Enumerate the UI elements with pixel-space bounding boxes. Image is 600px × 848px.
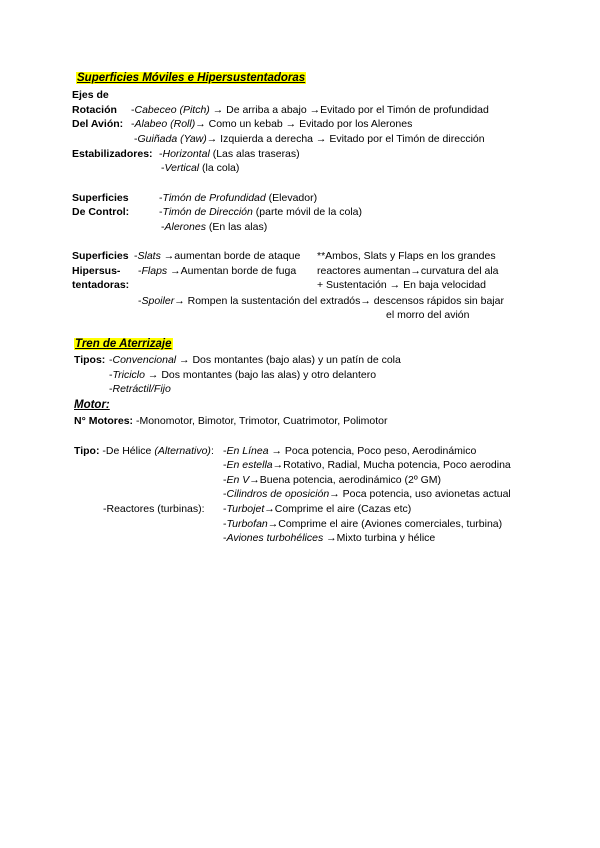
term: Cilindros de oposición xyxy=(226,488,330,500)
reactores-row-turbohelices: -Aviones turbohélices →Mixto turbina y hélice xyxy=(223,532,436,544)
hiper-row-slats: -Slats →aumentan borde de ataque xyxy=(134,250,301,262)
hiper-label-3: tentadoras: xyxy=(72,279,130,291)
term: Turbojet xyxy=(226,503,265,515)
desc: →Rotativo, Radial, Mucha potencia, Poco aerodina xyxy=(272,459,511,471)
desc: → Como un kebab → Evitado por los Alerones xyxy=(195,118,413,130)
helice-row-v: -En V→Buena potencia, aerodinámico (2º GM) xyxy=(223,474,442,486)
helice-row-linea: -En Línea → Poca potencia, Poco peso, Aerodinámico xyxy=(223,445,477,457)
desc: → Poca potencia, uso avionetas actual xyxy=(329,488,511,500)
desc: →Mixto turbina y hélice xyxy=(323,532,436,544)
helice-term: (Alternativo) xyxy=(154,445,211,457)
desc: → De arriba a abajo →Evitado por el Timón de profundidad xyxy=(209,104,489,116)
term: En V xyxy=(226,474,250,486)
desc: → Izquierda a derecha → Evitado por el Timón de dirección xyxy=(206,133,485,145)
helice-row-cilindros: -Cilindros de oposición→ Poca potencia, uso avionetas actual xyxy=(223,488,511,500)
motor-tipo-row: Tipo: -De Hélice (Alternativo): xyxy=(74,445,214,457)
term: Aviones turbohélices xyxy=(226,532,324,544)
desc: (Las alas traseras) xyxy=(209,148,300,160)
control-row-profundidad: -Timón de Profundidad (Elevador) xyxy=(159,192,318,204)
control-label-2: De Control: xyxy=(72,206,130,218)
desc: → Dos montantes (bajo alas) y un patín de cola xyxy=(176,354,401,366)
term: Flaps xyxy=(141,265,168,277)
term: Slats xyxy=(137,250,161,262)
desc: →Comprime el aire (Aviones comerciales, turbina) xyxy=(267,518,503,530)
ejes-row-pitch: -Cabeceo (Pitch) → De arriba a abajo →Evitado por el Timón de profundidad xyxy=(131,104,489,116)
term: Guiñada (Yaw) xyxy=(137,133,207,145)
control-label-1: Superficies xyxy=(72,192,129,204)
term: Retráctil/Fijo xyxy=(112,383,171,395)
desc: (la cola) xyxy=(199,162,240,174)
motor-tipo-label: Tipo: xyxy=(74,445,100,457)
ejes-row-roll: -Alabeo (Roll)→ Como un kebab → Evitado por los Alerones xyxy=(131,118,413,130)
hiper-note-line-3: + Sustentación → En baja velocidad xyxy=(317,279,486,291)
term: Alerones xyxy=(164,221,206,233)
term: Cabeceo (Pitch) xyxy=(134,104,210,116)
estabilizador-vertical: -Vertical (la cola) xyxy=(161,162,240,174)
desc: →aumentan borde de ataque xyxy=(160,250,301,262)
hiper-row-flaps: -Flaps →Aumentan borde de fuga xyxy=(138,265,297,277)
ejes-label-3: Del Avión: xyxy=(72,118,124,130)
helice-row-estella: -En estella→Rotativo, Radial, Mucha potencia, Poco aerodina xyxy=(223,459,511,471)
section-heading-superficies xyxy=(76,72,306,85)
tren-row-triciclo: -Triciclo → Dos montantes (bajo las alas) y otro delantero xyxy=(109,369,377,381)
hiper-label-1: Superficies xyxy=(72,250,129,262)
desc: → Rompen la sustentación del extradós→ descensos rápidos sin bajar xyxy=(174,295,504,307)
estabilizador-horizontal: -Horizontal (Las alas traseras) xyxy=(159,148,300,160)
desc: →Buena potencia, aerodinámico (2º GM) xyxy=(249,474,442,486)
heading-text: Tren de Aterrizaje xyxy=(75,338,172,350)
term: Spoiler xyxy=(141,295,175,307)
reactores-row-turbofan: -Turbofan→Comprime el aire (Aviones comerciales, turbina) xyxy=(223,518,503,530)
ejes-label-1: Ejes de xyxy=(72,89,109,101)
ejes-row-yaw: -Guiñada (Yaw)→ Izquierda a derecha → Evitado por el Timón de dirección xyxy=(134,133,485,145)
term: Triciclo xyxy=(112,369,145,381)
section-heading-tren xyxy=(74,338,173,351)
term: Turbofan xyxy=(226,518,268,530)
term: Alabeo (Roll) xyxy=(134,118,196,130)
desc: → Poca potencia, Poco peso, Aerodinámico xyxy=(268,445,477,457)
hiper-note-line-2: reactores aumentan→curvatura del ala xyxy=(317,265,499,277)
term: Convencional xyxy=(112,354,177,366)
ejes-label-2: Rotación xyxy=(72,104,117,116)
tren-row-convencional: -Convencional → Dos montantes (bajo alas) y un patín de cola xyxy=(109,354,401,366)
desc: →Comprime el aire (Cazas etc) xyxy=(264,503,412,515)
heading-text: Motor: xyxy=(74,399,110,411)
control-row-alerones: -Alerones (En las alas) xyxy=(161,221,268,233)
term: En Línea xyxy=(226,445,269,457)
term: En estella xyxy=(226,459,273,471)
desc: (parte móvil de la cola) xyxy=(252,206,362,218)
reactores-row-turbojet: -Turbojet→Comprime el aire (Cazas etc) xyxy=(223,503,412,515)
term: Vertical xyxy=(164,162,200,174)
desc: (En las alas) xyxy=(205,221,268,233)
motor-count-row xyxy=(74,415,387,428)
term: Timón de Dirección xyxy=(162,206,253,218)
estabilizadores-label: Estabilizadores: xyxy=(72,148,153,160)
section-heading-motor xyxy=(74,399,110,412)
control-row-direccion: -Timón de Dirección (parte móvil de la cola) xyxy=(159,206,362,218)
hiper-label-2: Hipersus- xyxy=(72,265,121,277)
tren-row-retractil: -Retráctil/Fijo xyxy=(109,383,171,395)
term: Horizontal xyxy=(162,148,210,160)
reactores-label: -Reactores (turbinas): xyxy=(103,503,205,515)
motor-count-text: -Monomotor, Bimotor, Trimotor, Cuatrimotor, Polimotor xyxy=(133,415,388,427)
hiper-spoiler-continuation: el morro del avión xyxy=(386,309,470,321)
term: Timón de Profundidad xyxy=(162,192,266,204)
motor-count-label: N° Motores: xyxy=(74,415,134,427)
heading-text: Superficies Móviles e Hipersustentadoras xyxy=(77,72,306,84)
desc: (Elevador) xyxy=(265,192,318,204)
tren-tipos-label: Tipos: xyxy=(74,354,106,366)
hiper-note-line-1: **Ambos, Slats y Flaps en los grandes xyxy=(317,250,496,262)
hiper-row-spoiler: -Spoiler→ Rompen la sustentación del extradós→ descensos rápidos sin bajar xyxy=(138,295,504,307)
desc: →Aumentan borde de fuga xyxy=(167,265,297,277)
helice-text: -De Hélice xyxy=(99,445,155,457)
desc: → Dos montantes (bajo las alas) y otro delantero xyxy=(144,369,377,381)
